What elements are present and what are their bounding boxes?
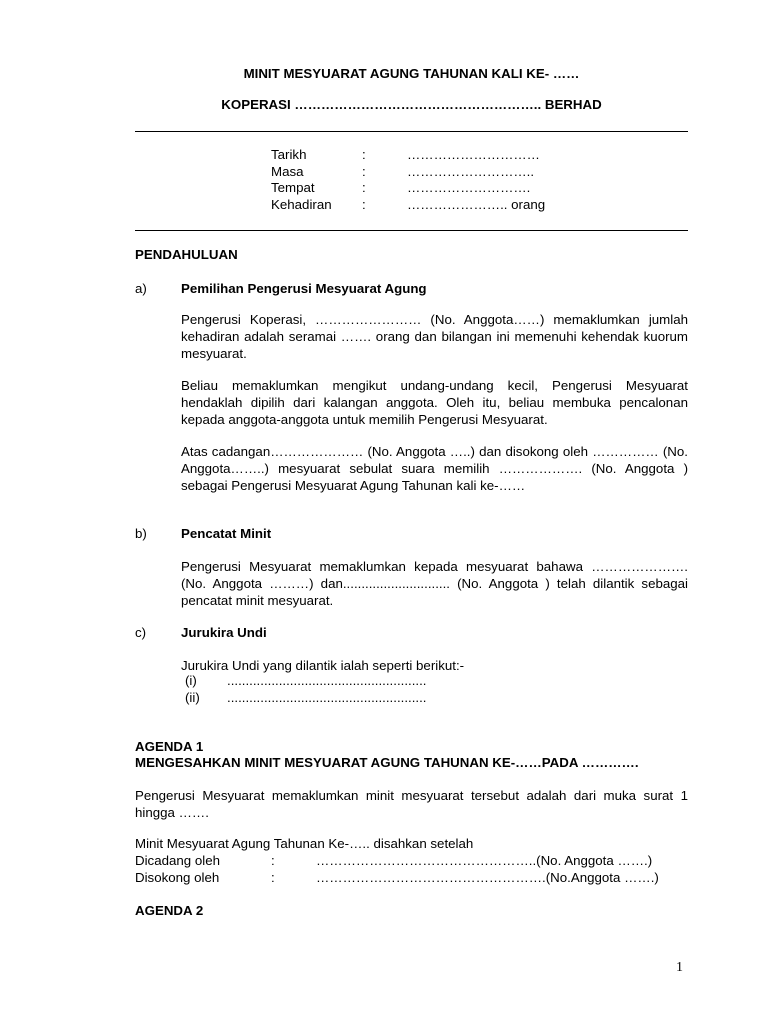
meta-value: ………………………… [407,147,540,162]
seconder-sep: : [271,870,275,885]
teller-number: (ii) [185,690,200,705]
meta-sep: : [362,164,366,179]
meta-sep: : [362,147,366,162]
item-heading-secretary: Pencatat Minit [181,526,272,541]
item-heading-chair: Pemilihan Pengerusi Mesyuarat Agung [181,281,427,296]
agenda-2-label: AGENDA 2 [135,903,204,918]
meta-row-place [271,180,571,197]
cooperative-name: KOPERASI ……………………………………………….. BERHAD [221,97,602,112]
meta-label: Masa [271,164,304,179]
paragraph-chair-2: Beliau memaklumkan mengikut undang-undang kecil, Pengerusi Mesyuarat hendaklah dipilih dari kalangan anggota. Oleh itu, beliau membuka pencalonan kepada anggota-anggota untuk memilih Pengerusi Mesyuarat. [181,378,688,427]
paragraph-tellers: Jurukira Undi yang dilantik ialah seperti berikut:- [181,658,465,673]
paragraph-approval: Minit Mesyuarat Agung Tahunan Ke-….. disahkan setelah [135,836,474,851]
document-title: MINIT MESYUARAT AGUNG TAHUNAN KALI KE- …… [243,66,580,81]
bottom-divider [135,230,688,231]
item-marker-b: b) [135,526,147,541]
meta-value: ………………….. orang [407,197,546,212]
meta-row-date [271,147,571,164]
seconder-value: …………………………………………….(No.Anggota …….) [316,870,659,885]
paragraph-chair-3: Atas cadangan………………… (No. Anggota …..) dan disokong oleh …………… (No. Anggota……..) mesyuarat sebulat suara memilih ………………. (No. Anggota ) sebagai Pengerusi Mesyuarat Agung Tahunan kali ke-…… [181,444,688,493]
proposer-sep: : [271,853,275,868]
teller-blank: ...................................................... [227,690,427,705]
meta-label: Kehadiran [271,197,332,212]
paragraph-secretary: Pengerusi Mesyuarat memaklumkan kepada mesyuarat bahawa …………………. (No. Anggota ………) dan............................. (No. Anggota ) telah dilantik sebagai pencatat minit mesyuarat. [181,559,688,608]
meta-sep: : [362,197,366,212]
meta-row-attendance [271,197,571,214]
seconder-label: Disokong oleh [135,870,220,885]
paragraph-chair-1: Pengerusi Koperasi, …………………… (No. Anggota……) memaklumkan jumlah kehadiran adalah seramai ……. orang dan bilangan ini memenuhi kehendak kuorum mesyuarat. [181,312,688,361]
meta-value: ……………………….. [407,164,535,179]
page-number: 1 [676,960,683,975]
paragraph-agenda-1: Pengerusi Mesyuarat memaklumkan minit mesyuarat tersebut adalah dari muka surat 1 hingga ……. [135,788,688,820]
proposer-value: …………………………………………..(No. Anggota …….) [316,853,653,868]
meta-sep: : [362,180,366,195]
meta-label: Tempat [271,180,315,195]
section-heading-intro: PENDAHULUAN [135,247,238,262]
proposer-label: Dicadang oleh [135,853,221,868]
top-divider [135,131,688,132]
item-marker-c: c) [135,625,147,640]
teller-number: (i) [185,673,197,688]
agenda-1-title: MENGESAHKAN MINIT MESYUARAT AGUNG TAHUNAN KE-……PADA …………. [135,755,639,770]
meta-row-time [271,164,571,181]
item-marker-a: a) [135,281,147,296]
teller-blank: ...................................................... [227,673,427,688]
agenda-1-label: AGENDA 1 [135,739,204,754]
item-heading-tellers: Jurukira Undi [181,625,267,640]
meta-value: ………………………. [407,180,531,195]
meta-label: Tarikh [271,147,307,162]
